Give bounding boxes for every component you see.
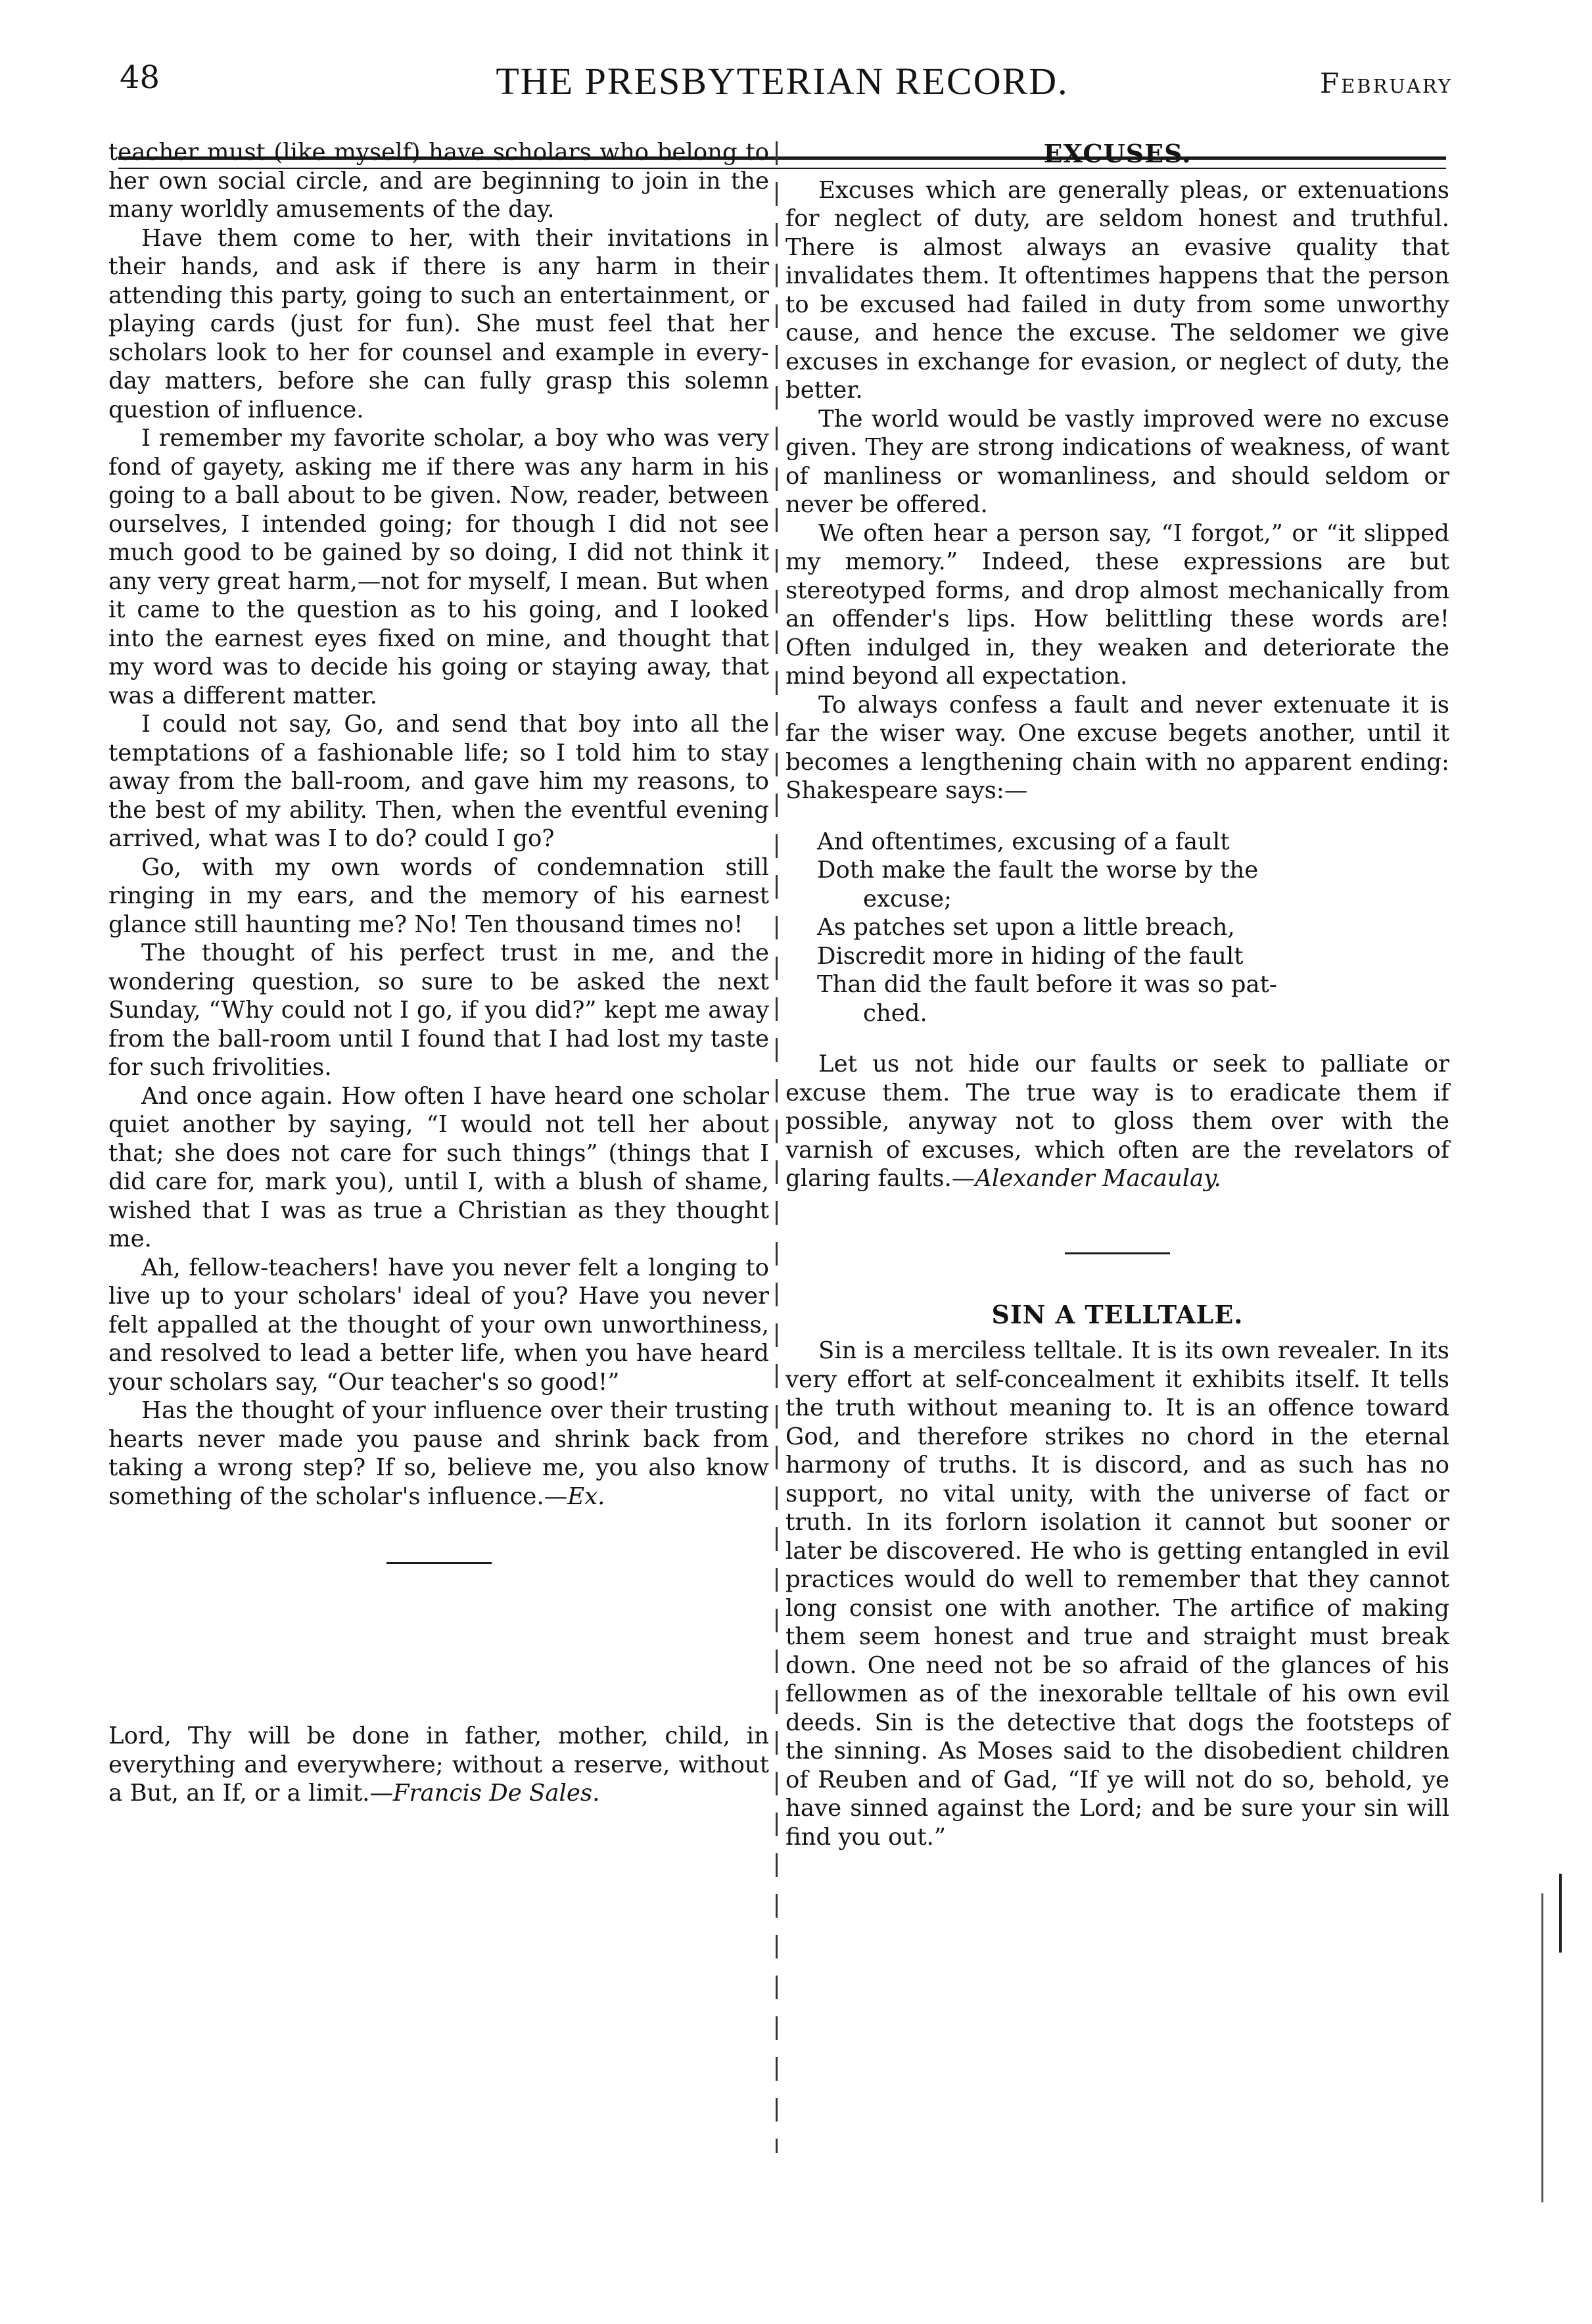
paragraph-with-attribution	[108, 1396, 769, 1511]
page-header	[112, 39, 1453, 118]
paragraph-text: Has the thought of your influence over their trusting hearts never made you pause and shrink back from taking a wrong step? If so, believe me, you also know something of the scholar's influence.—	[108, 1397, 769, 1510]
quote-paragraph	[108, 1722, 769, 1808]
section-heading-sin: SIN A TELLTALE.	[991, 1299, 1244, 1329]
poem-line: Discredit more in hiding of the fault	[817, 942, 1244, 970]
poem-line: As patches set upon a little breach,	[817, 914, 1235, 941]
closing-quote	[108, 1722, 769, 1808]
section-separator	[386, 1562, 492, 1564]
paragraph: I remember my favorite scholar, a boy who was very fond of gayety, asking me if there was any harm in his going to a ball about to be given. Now, reader, between ourselves, I intended going; for though I did not see much good to be gained by so doing, I did not think it any very great harm,—not for myself, I mean. But when it came to the question as to his going, and I looked into the earnest eyes fixed on mine, and thought that my word was to decide his going or staying away, that was a different matter.	[108, 425, 769, 709]
scan-edge-mark	[1541, 1893, 1543, 2202]
paragraph: Sin is a merciless telltale. It is its own revealer. In its very effort at self-concealment it exhibits itself. It tells the truth without meaning to. It is an offence toward God, and therefore strikes no chord in the eternal harmony of truths. It is discord, and as such has no support, no vital unity, with the universe of fact or truth. In its forlorn isolation it cannot but sooner or later be discovered. He who is getting entangled in evil practices would do well to remember that they cannot long consist one with another. The artifice of making them seem honest and true and straight must break down. One need not be so afraid of the glances of his fellowmen as of the inexorable telltale of his own evil deeds. Sin is the detective that dogs the footsteps of the sinning. As Moses said to the disobedient children of Reuben and of Gad, “If ye will not do so, behold, ye have sinned against the Lord; and be sure your sin will find you out.”	[785, 1337, 1449, 1851]
paragraph-text: Let us not hide our faults or seek to palliate or excuse them. The true way is to eradicate them if possible, anyway not to gloss them over with the varnish of excuses, which often are the revelators of glaring faults.—	[785, 1051, 1449, 1192]
paragraph: I could not say, Go, and send that boy into all the temptations of a fashionable life; so I told him to stay away from the ball-room, and gave him my reasons, to the best of my ability. Then, when the eventful evening arrived, what was I to do? could I go?	[108, 711, 769, 852]
poem-line: Doth make the fault the worse by the	[817, 857, 1259, 884]
poem-line: And oftentimes, excusing of a fault	[817, 828, 1230, 855]
poem-line: ched.	[863, 999, 927, 1027]
quote-text: Lord, Thy will be done in father, mother, child, in everything and everywhere; without a reserve, without a But, an If, or a limit.—	[108, 1722, 769, 1807]
right-column	[785, 138, 1449, 1851]
paragraph: To always confess a fault and never extenuate it is far the wiser way. One excuse begets another, until it becomes a lengthening chain with no apparent ending: Shakespeare says:—	[785, 691, 1449, 804]
section-heading-excuses: EXCUSES.	[1043, 139, 1192, 168]
poem-line: excuse;	[863, 885, 952, 913]
paragraph: teacher must (like myself) have scholars who belong to her own social circle, and are beginning to join in the many worldly amusements of the day.	[108, 139, 769, 223]
paragraph-with-attribution	[785, 1050, 1449, 1193]
page-number: 48	[120, 59, 160, 96]
quote-attribution: Francis De Sales.	[392, 1780, 600, 1807]
scan-edge-mark	[1559, 1874, 1562, 1953]
section-separator	[1065, 1252, 1170, 1254]
shakespeare-quote	[817, 828, 1449, 1028]
paragraph: The world would be vastly improved were no excuse given. They are strong indications of weakness, of want of manliness or womanliness, and should seldom or never be offered.	[785, 405, 1449, 518]
paragraph: Excuses which are generally pleas, or extenuations for neglect of duty, are seldom honest and truthful. There is almost always an evasive quality that invalidates them. It oftentimes happens that the person to be excused had failed in duty from some unworthy cause, and hence the excuse. The seldomer we give excuses in exchange for evasion, or neglect of duty, the better.	[785, 176, 1449, 404]
paragraph: Go, with my own words of condemnation still ringing in my ears, and the memory of his earnest glance still haunting me? No! Ten thousand times no!	[108, 853, 769, 938]
attribution: Ex.	[567, 1482, 605, 1510]
publication-title: THE PRESBYTERIAN RECORD.	[496, 60, 1069, 103]
paragraph: Have them come to her, with their invitations in their hands, and ask if there is any harm in their attending this party, going to such an entertainment, or playing cards (just for fun). She must feel that her scholars look to her for counsel and example in every-day matters, before she can fully grasp this solemn question of influence.	[108, 224, 769, 423]
paragraph: Ah, fellow-teachers! have you never felt a longing to live up to your scholars' ideal of you? Have you never felt appalled at the thought of your own unworthiness, and resolved to lead a better life, when you have heard your scholars say, “Our teacher's so good!”	[108, 1254, 769, 1396]
attribution: Alexander Macaulay.	[975, 1165, 1221, 1192]
column-divider	[776, 141, 778, 2153]
paragraph: We often hear a person say, “I forgot,” or “it slipped my memory.” Indeed, these expressions are but stereotyped forms, and drop almost mechanically from an offender's lips. How belittling these words are! Often indulged in, they weaken and deteriorate the mind beyond all expectation.	[785, 519, 1449, 690]
paragraph: The thought of his perfect trust in me, and the wondering question, so sure to be asked the next Sunday, “Why could not I go, if you did?” kept me away from the ball-room until I found that I had lost my taste for such frivolities.	[108, 939, 769, 1081]
paragraph: And once again. How often I have heard one scholar quiet another by saying, “I would not tell her about that; she does not care for such things” (things that I did care for, mark you), until I, with a blush of shame, wished that I was as true a Christian as they thought me.	[108, 1082, 769, 1252]
poem-line: Than did the fault before it was so pat-	[817, 971, 1277, 998]
issue-month: February	[1319, 67, 1453, 99]
left-column	[108, 138, 769, 1808]
